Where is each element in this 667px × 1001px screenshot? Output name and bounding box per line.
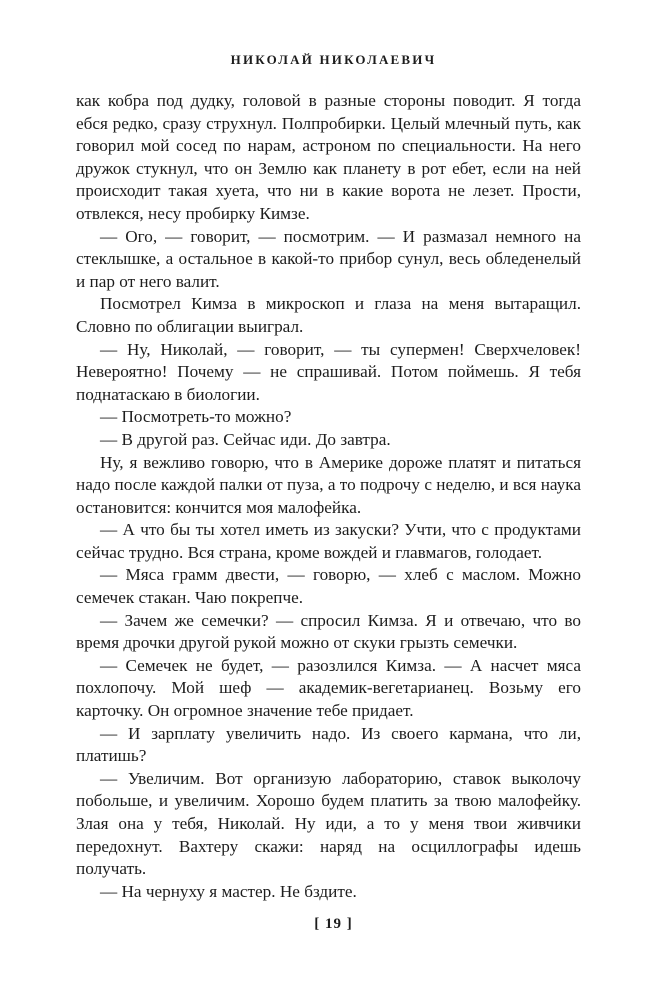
paragraph: — Ну, Николай, — говорит, — ты супермен! Сверхчеловек! Невероятно! Почему — не спрашивай. Потом поймешь. Я тебя поднатаскаю в биологии. [76, 339, 581, 404]
paragraph: — На чернуху я мастер. Не бздите. [100, 881, 357, 901]
page-number: [ 19 ] [314, 916, 353, 932]
paragraph: — В другой раз. Сейчас иди. До завтра. [100, 429, 391, 449]
paragraph: — А что бы ты хотел иметь из закуски? Учти, что с продуктами сейчас трудно. Вся страна, кроме вождей и главмагов, голодает. [76, 520, 581, 562]
paragraph: — Увеличим. Вот организую лабораторию, ставок выколочу побольше, и увеличим. Хорошо будем платить за твою малофейку. Злая она у тебя, Николай. Ну иди, а то у меня твои живчики передохнут. Вахтеру скажи: наряд на осциллографы идешь получать. [76, 768, 581, 879]
running-head: НИКОЛАЙ НИКОЛАЕВИЧ [230, 52, 437, 67]
paragraph: — Посмотреть-то можно? [100, 407, 292, 427]
paragraph: Посмотрел Кимза в микроскоп и глаза на меня вытаращил. Словно по облигации выиграл. [76, 294, 581, 336]
paragraph: как кобра под дудку, головой в разные стороны поводит. Я тогда ебся редко, сразу струхнул. Полпробирки. Целый млечный путь, как говорил мой сосед по нарам, астроном по специальности. На него дружок стукнул, что он Землю как планету в рот ебет, если на ней происходит такая хуета, что ни в какие ворота не лезет. Прости, отвлекся, несу пробирку Кимзе. [76, 91, 581, 223]
paragraph: — Семечек не будет, — разозлился Кимза. — А насчет мяса похлопочу. Мой шеф — академик-вегетарианец. Возьму его карточку. Он огромное значение тебе придает. [76, 655, 581, 721]
paragraph: — И зарплату увеличить надо. Из своего кармана, что ли, платишь? [76, 723, 581, 766]
paragraph: — Ого, — говорит, — посмотрим. — И размазал немного на стеклышке, а остальное в какой-то прибор сунул, весь обледенелый и пар от него валит. [76, 226, 581, 291]
body-text [76, 90, 581, 903]
paragraph: — Мяса грамм двести, — говорю, — хлеб с маслом. Можно семечек стакан. Чаю покрепче. [76, 565, 581, 608]
paragraph: — Зачем же семечки? — спросил Кимза. Я и отвечаю, что во время дрочки другой рукой можно от скуки грызть семечки. [76, 610, 581, 653]
paragraph: Ну, я вежливо говорю, что в Америке дороже платят и питаться надо после каждой палки от пуза, а то подрочу с неделю, и вся наука остановится: кончится моя малофейка. [76, 452, 581, 517]
